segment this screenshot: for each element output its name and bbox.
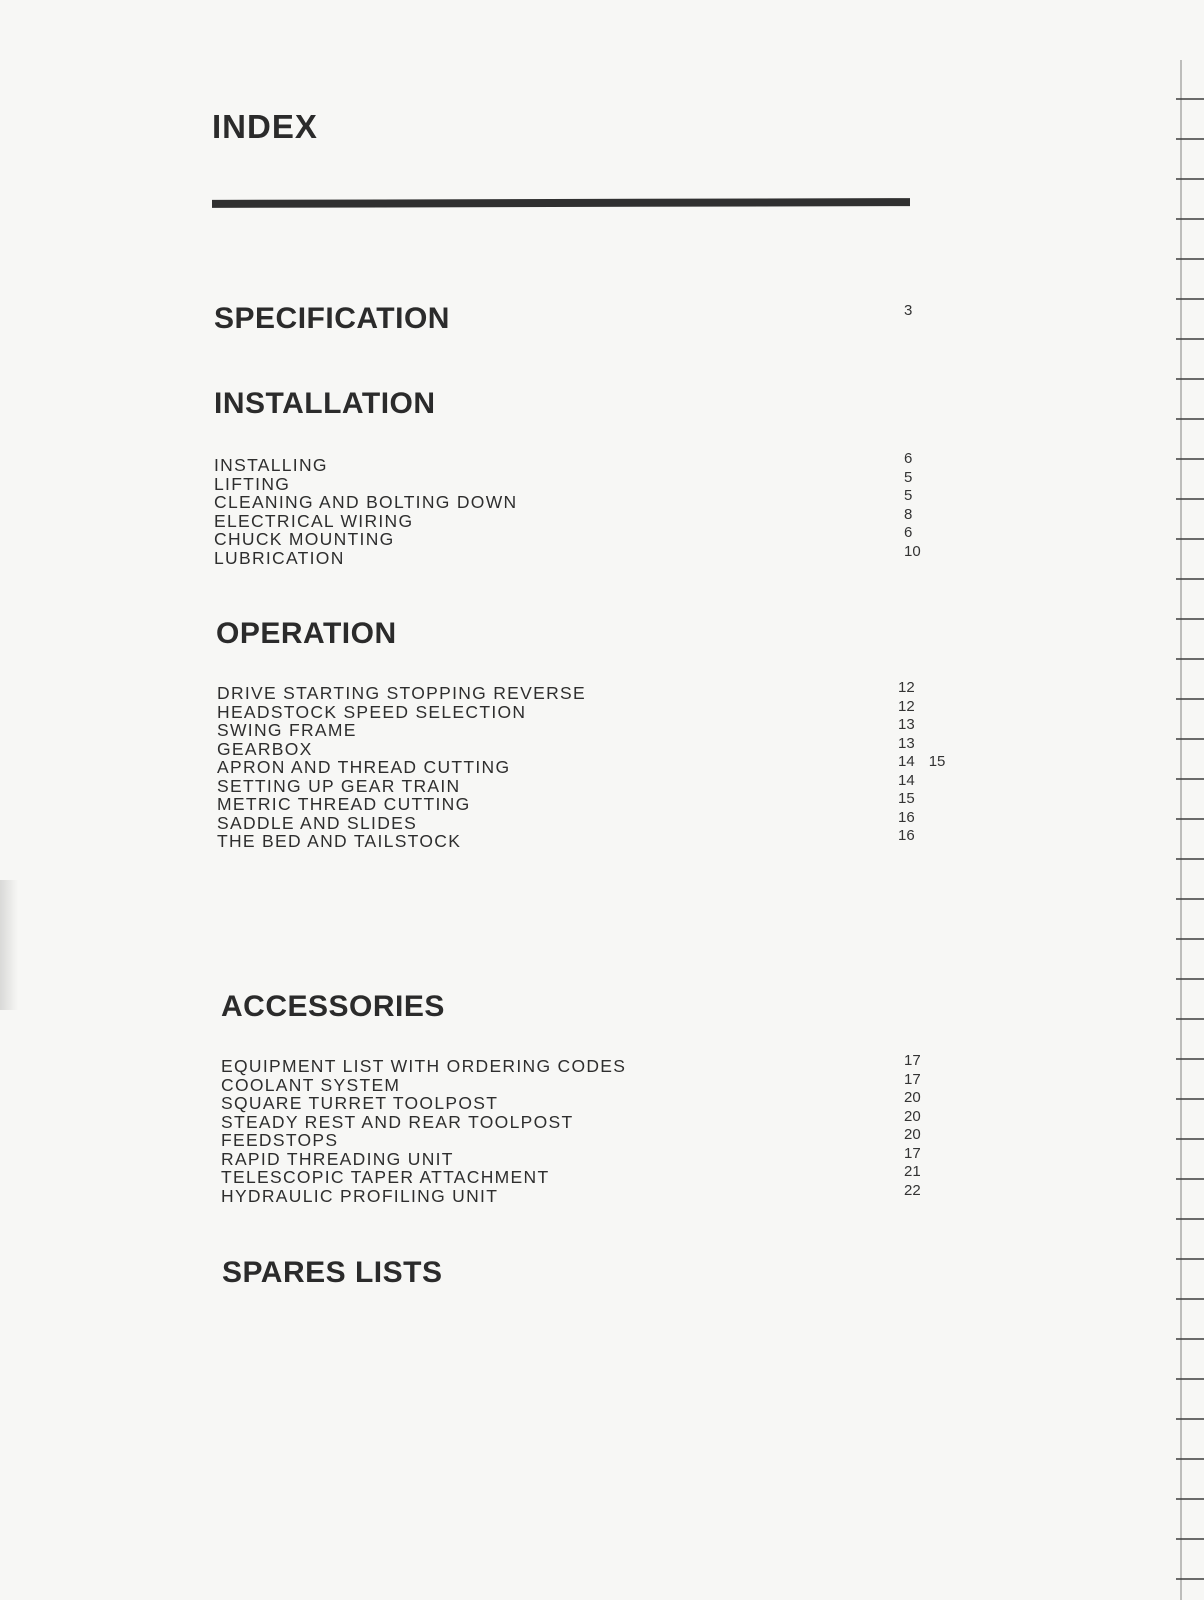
section-page-specification: 3	[904, 302, 913, 319]
page-number: 21	[904, 1163, 921, 1180]
page-number: 16	[898, 808, 915, 826]
index-entry: FEEDSTOPS	[221, 1130, 339, 1150]
spiral-binding	[1176, 60, 1204, 1600]
index-entry: TELESCOPIC TAPER ATTACHMENT	[221, 1167, 550, 1187]
section-title-spares-lists: SPARES LISTS	[222, 1256, 443, 1289]
page-number: 17	[904, 1070, 921, 1088]
page-number: 14	[898, 753, 915, 770]
index-entry: LUBRICATION	[214, 547, 345, 568]
index-entry: INSTALLING	[214, 455, 328, 475]
operation-entries	[217, 684, 586, 851]
section-title-accessories: ACCESSORIES	[221, 990, 445, 1023]
index-entry: ELECTRICAL WIRING	[214, 510, 414, 531]
installation-entries	[214, 456, 517, 567]
page-number: 20	[904, 1089, 921, 1106]
page-number: 13	[898, 734, 915, 752]
page-number: 12	[898, 679, 915, 696]
index-entry: EQUIPMENT LIST WITH ORDERING CODES	[221, 1056, 627, 1076]
section-title-operation: OPERATION	[216, 617, 397, 650]
page-number-secondary: 15	[928, 753, 946, 770]
index-entry: THE BED AND TAILSTOCK	[217, 831, 462, 851]
index-entry: HYDRAULIC PROFILING UNIT	[221, 1185, 499, 1206]
page-number: 17	[904, 1144, 921, 1162]
index-entry: HEADSTOCK SPEED SELECTION	[217, 701, 527, 722]
page-number: 5	[904, 468, 913, 486]
section-title-specification: SPECIFICATION	[214, 302, 450, 335]
index-entry: LIFTING	[214, 473, 291, 494]
index-entry: SWING FRAME	[217, 720, 357, 740]
page-number: 22	[904, 1181, 921, 1199]
installation-pages	[904, 450, 984, 561]
page-number-pair	[898, 753, 978, 772]
page-number: 5	[904, 487, 913, 504]
index-entry: CHUCK MOUNTING	[214, 529, 395, 549]
index-entry: COOLANT SYSTEM	[221, 1074, 401, 1095]
index-entry: SETTING UP GEAR TRAIN	[217, 775, 461, 796]
page-title: INDEX	[212, 108, 318, 145]
page-number: 10	[904, 542, 921, 560]
index-entry: GEARBOX	[217, 738, 313, 759]
index-entry: SADDLE AND SLIDES	[217, 812, 418, 833]
page-number: 13	[898, 716, 915, 733]
page-number: 6	[904, 450, 913, 467]
page-number: 20	[904, 1126, 921, 1143]
accessories-pages	[904, 1052, 984, 1200]
page-number: 6	[904, 524, 913, 541]
index-entry: SQUARE TURRET TOOLPOST	[221, 1093, 499, 1113]
page-number: 16	[898, 827, 915, 844]
section-title-installation: INSTALLATION	[214, 387, 436, 420]
index-entry: METRIC THREAD CUTTING	[217, 794, 471, 814]
page-number: 15	[898, 790, 915, 807]
accessories-entries	[221, 1057, 626, 1205]
scan-shadow	[0, 880, 18, 1010]
index-entry: CLEANING AND BOLTING DOWN	[214, 492, 518, 512]
page-number: 17	[904, 1052, 921, 1069]
operation-pages	[898, 679, 978, 846]
page-number: 20	[904, 1107, 921, 1125]
index-entry: DRIVE STARTING STOPPING REVERSE	[217, 683, 586, 703]
page-number: 12	[898, 697, 915, 715]
index-entry: STEADY REST AND REAR TOOLPOST	[221, 1111, 574, 1132]
page-number: 14	[898, 771, 915, 789]
index-entry: APRON AND THREAD CUTTING	[217, 757, 511, 777]
title-rule	[212, 198, 910, 208]
page-number: 8	[904, 505, 913, 523]
index-entry: RAPID THREADING UNIT	[221, 1148, 454, 1169]
